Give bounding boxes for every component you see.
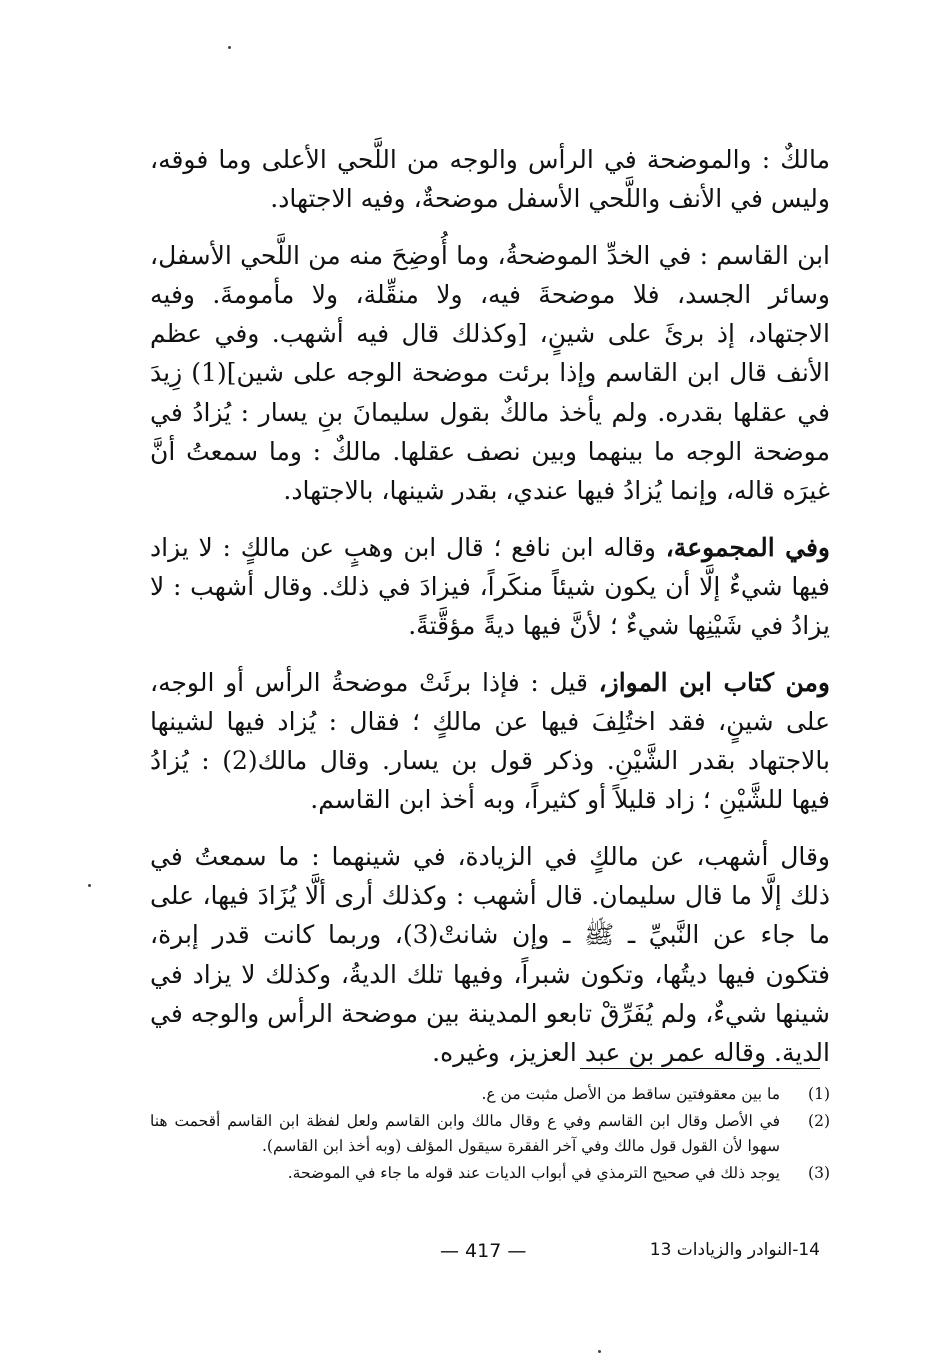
footnote-text: ما بين معقوفتين ساقط من الأصل مثبت من ع. bbox=[481, 1085, 780, 1103]
paragraph-5 bbox=[150, 837, 830, 1073]
paragraph-5-text: وقال أشهب، عن مالكٍ في الزيادة، في شينهما : ما سمعتُ في ذلك إلَّا ما قال سليمان. قال أشهب : وكذلك أرى ألَّا يُزَادَ فيها، على ما جاء عن النَّبيِّ ـ ﷺ ـ وإن شانتْ(3)، وربما كانت قدر إبرة، فتكون فيها ديتُها، وتكون شبراً، وفيها تلك الديةُ، وكذلك لا يزاد في شينها شيءٌ، ولم يُفَرِّقْ تابعو المدينة بين موضحة الرأس والوجه في الدية. وقاله عمر بن عبد العزيز، وغيره. bbox=[150, 841, 830, 1068]
footnotes bbox=[150, 1082, 830, 1188]
paragraph-2-text: ابن القاسم : في الخدِّ الموضحةُ، وما أُوضِحَ منه من اللَّحي الأسفل، وسائر الجسد، فلا موضحةَ فيه، ولا منقِّلة، ولا مأمومةَ. وفيه الاجتهاد، إذ برئَ على شينٍ، [وكذلك قال فيه أشهب. وفي عظم الأنف قال ابن القاسم وإذا برئت موضحة الوجه على شين](1) زِيدَ في عقلها بقدره. ولم يأخذ مالكٌ بقول سليمانَ بنِ يسار : يُزادُ في موضحة الوجه ما بينهما وبين نصف عقلها. مالكٌ : وما سمعتُ أنَّ غيرَه قاله، وإنما يُزادُ فيها عندي، بقدر شينها، بالاجتهاد. bbox=[150, 240, 830, 506]
footnote-text: في الأصل وقال ابن القاسم وفي ع وقال مالك وابن القاسم ولعل لفظة ابن القاسم أقحمت هنا سهوا لأن القول قول مالك وفي آخر الفقرة سيقول المؤلف (وبه أخذ ابن القاسم). bbox=[150, 1112, 780, 1155]
paragraph-1 bbox=[150, 140, 830, 219]
paragraph-4-text: قيل : فإذا برئَتْ موضحةُ الرأس أو الوجه، على شينٍ، فقد اختُلِفَ فيها عن مالكٍ ؛ فقال : يُزاد فيها لشينها بالاجتهاد بقدر الشَّيْنِ. وذكر قول بن يسار. وقال مالك(2) : يُزادُ فيها للشَّيْنِ ؛ زاد قليلاً أو كثيراً، وبه أخذ ابن القاسم. bbox=[150, 667, 830, 815]
paragraph-3-lead: وفي المجموعة، bbox=[665, 532, 830, 562]
scan-speck bbox=[598, 1350, 601, 1353]
footnote-1 bbox=[150, 1082, 830, 1107]
page-number: — 417 — bbox=[440, 1240, 527, 1262]
paragraph-4-lead: ومن كتاب ابن المواز، bbox=[598, 667, 830, 697]
footnote-number: (3) bbox=[808, 1164, 830, 1182]
main-text bbox=[150, 140, 830, 1090]
footnote-number: (2) bbox=[808, 1112, 830, 1130]
book-signature: 14-النوادر والزيادات 13 bbox=[649, 1240, 820, 1260]
paragraph-4 bbox=[150, 663, 830, 820]
page-footer bbox=[150, 1240, 830, 1268]
footnote-3 bbox=[150, 1161, 830, 1186]
footnote-number: (1) bbox=[808, 1085, 830, 1103]
footnote-separator bbox=[580, 1068, 820, 1069]
scan-speck bbox=[228, 46, 231, 49]
paragraph-3 bbox=[150, 528, 830, 646]
footnote-text: يوجد ذلك في صحيح الترمذي في أبواب الديات عند قوله ما جاء في الموضحة. bbox=[287, 1164, 780, 1182]
scan-speck bbox=[88, 884, 91, 887]
paragraph-2 bbox=[150, 236, 830, 511]
paragraph-1-text: مالكٌ : والموضحة في الرأس والوجه من اللَّحي الأعلى وما فوقه، وليس في الأنف واللَّحي الأسفل موضحةٌ، وفيه الاجتهاد. bbox=[150, 145, 830, 214]
paragraph-3-text: وقاله ابن نافع ؛ قال ابن وهبٍ عن مالكٍ : لا يزاد فيها شيءٌ إلَّا أن يكون شيئاً منكَراً، فيزادَ في ذلك. وقال أشهب : لا يزادُ في شَيْنِها شيءٌ ؛ لأنَّ فيها ديةً مؤقَّتةً. bbox=[150, 532, 830, 641]
footnote-2 bbox=[150, 1109, 830, 1159]
